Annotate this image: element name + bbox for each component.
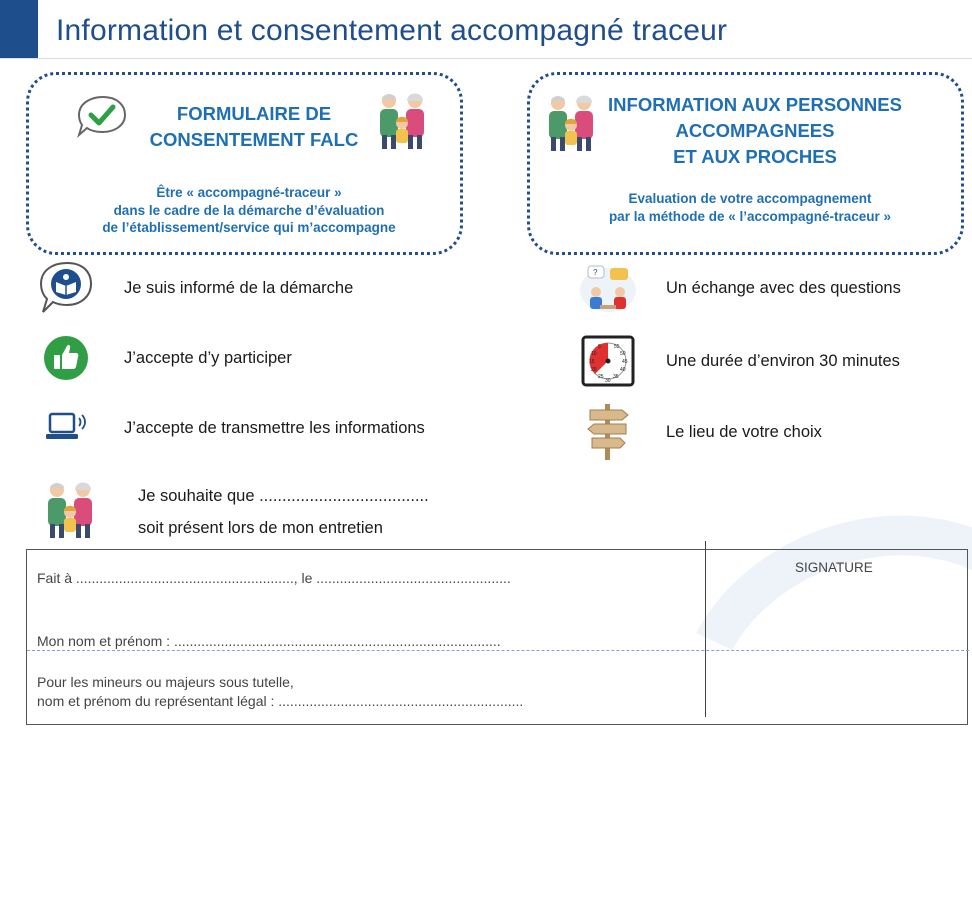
timer-tick-label: 40 (620, 367, 626, 373)
information-title (600, 92, 910, 170)
card-subtitle-line: Être « accompagné-traceur » (156, 185, 342, 200)
consent-form-subtitle (69, 184, 429, 237)
information-subtitle (560, 190, 940, 225)
wish-line: soit présent lors de mon entretien (138, 519, 383, 537)
form-column-divider (705, 541, 706, 717)
timer-tick-label: 25 (598, 374, 604, 380)
timer-tick-label: 10 (591, 351, 597, 357)
list-item-label: Une durée d’environ 30 minutes (666, 351, 900, 370)
card-title-line: ACCOMPAGNEES (675, 120, 835, 141)
list-item-label: J’accepte de transmettre les informations (124, 418, 425, 437)
guardian-field[interactable]: nom et prénom du représentant légal : ............................................................... (37, 693, 524, 709)
timer-tick-label: 15 (589, 359, 595, 365)
timer-tick-label: 20 (591, 367, 597, 373)
list-item (578, 260, 901, 316)
timer-tick-label: 45 (622, 359, 628, 365)
list-item (36, 330, 292, 386)
form-dashed-separator (27, 650, 969, 651)
card-subtitle-line: dans le cadre de la démarche d’évaluation (113, 202, 385, 218)
family-icon (42, 480, 100, 545)
laptop-transmit-icon (36, 400, 96, 456)
consent-form-card (26, 72, 463, 255)
title-divider (0, 58, 972, 59)
list-item (578, 333, 900, 389)
timer-tick-label: 50 (620, 351, 626, 357)
list-item-label: Le lieu de votre choix (666, 422, 822, 441)
family-icon (375, 91, 431, 156)
timer-tick-label: 35 (613, 374, 619, 380)
card-subtitle-line: de l’établissement/service qui m’accompagne (102, 220, 396, 235)
list-item (36, 260, 353, 316)
consent-form-title (134, 101, 374, 153)
list-item-label: Je suis informé de la démarche (124, 278, 354, 297)
fait-a-field[interactable]: Fait à ........................................................, le .................................................. (37, 570, 511, 586)
list-item (578, 404, 822, 460)
signpost-icon (578, 404, 638, 460)
information-card (527, 72, 964, 255)
conversation-icon (578, 260, 638, 316)
timer-icon (578, 333, 638, 389)
page-title: Information et consentement accompagné traceur (56, 14, 728, 47)
list-item-label: Un échange avec des questions (666, 278, 901, 297)
card-title-line: INFORMATION AUX PERSONNES (608, 94, 902, 115)
checkmark-speech-icon (73, 95, 129, 144)
timer-tick-label: 5 (598, 344, 601, 350)
card-subtitle-line: par la méthode de « l’accompagné-traceur » (608, 208, 892, 224)
signature-form (26, 549, 968, 725)
list-item (36, 400, 425, 456)
card-subtitle-line: Evaluation de votre accompagnement (628, 191, 872, 206)
timer-tick-label: 55 (614, 344, 620, 350)
thumbs-up-icon (36, 330, 96, 386)
card-title-line: ET AUX PROCHES (673, 146, 837, 167)
title-accent-block (0, 0, 38, 58)
name-field[interactable]: Mon nom et prénom : .................................................................................... (37, 633, 501, 649)
guardian-label: Pour les mineurs ou majeurs sous tutelle, (37, 674, 294, 690)
timer-tick-label: 30 (605, 378, 611, 384)
card-title-line: FORMULAIRE DE (176, 103, 332, 124)
signature-label: SIGNATURE (795, 560, 873, 575)
wish-line: Je souhaite que ..................................... (138, 487, 429, 505)
informed-speech-icon (36, 260, 96, 316)
list-item-label: J’accepte d’y participer (124, 348, 292, 367)
card-title-line: CONSENTEMENT FALC (149, 129, 359, 150)
svg-text:?: ? (593, 268, 598, 277)
family-icon (544, 93, 600, 158)
